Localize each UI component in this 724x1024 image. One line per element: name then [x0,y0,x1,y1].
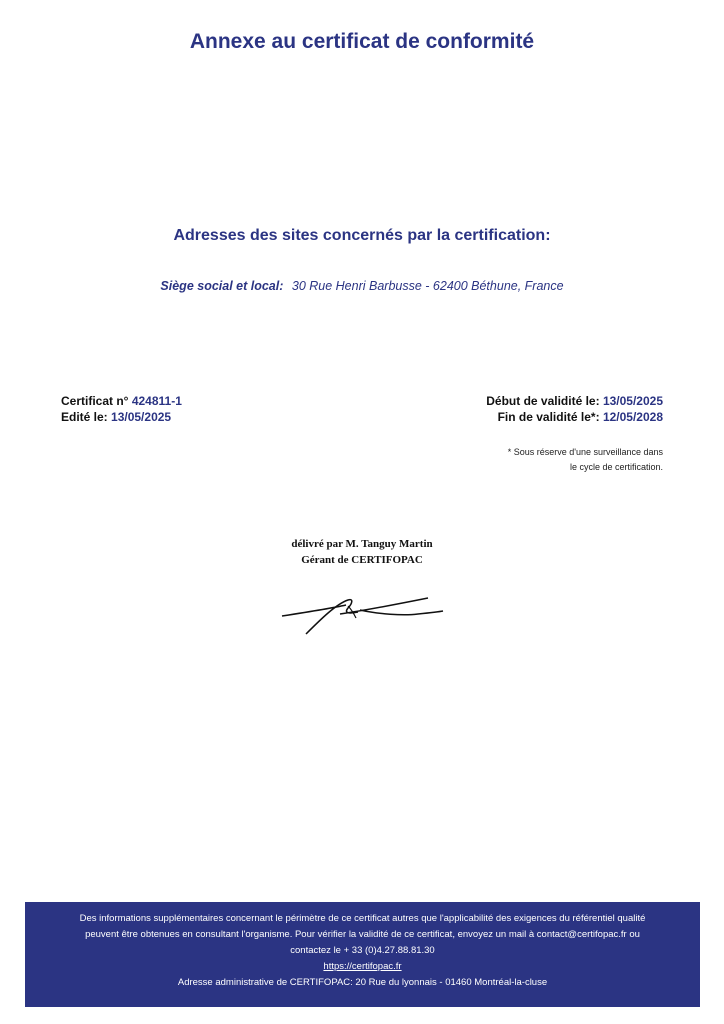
footer-info-box [25,902,700,1007]
issuer-name: délivré par M. Tanguy Martin [291,538,433,550]
validity-note-line-2: le cycle de certification. [569,462,663,472]
validity-end-date: 12/05/2028 [602,410,663,424]
certificate-number-label: Certificat n° [61,394,129,408]
certificate-number-row [61,393,182,409]
edited-date: 13/05/2025 [111,410,172,424]
certificate-info [61,393,182,425]
validity-start-row [486,393,663,409]
validity-start-label: Début de validité le: [486,394,600,408]
issuer-block [0,536,724,568]
validity-note [508,445,663,475]
footer-line-2: peuvent être obtenues en consultant l'organisme. Pour vérifier la validité de ce certificat, envoyez un mail à contact@certifopac.fr ou [85,929,640,940]
edited-date-label: Edité le: [61,410,108,424]
footer-line-1: Des informations supplémentaires concernant le périmètre de ce certificat autres que l'applicabilité des exigences du référentiel qualité [79,913,646,924]
footer-line-3: contactez le + 33 (0)4.27.88.81.30 [290,945,435,956]
website-link[interactable]: https://certifopac.fr [323,961,402,972]
section-title: Adresses des sites concernés par la certification: [173,227,551,244]
validity-info [486,393,663,425]
validity-note-line-1: * Sous réserve d'une surveillance dans [507,447,663,457]
validity-end-label: Fin de validité le*: [497,410,600,424]
edited-date-row [61,409,182,425]
validity-end-row [486,409,663,425]
site-address-value: 30 Rue Henri Barbusse - 62400 Béthune, France [291,279,564,293]
site-address [0,279,724,293]
certificate-number: 424811-1 [131,394,182,408]
footer-address: Adresse administrative de CERTIFOPAC: 20 Rue du lyonnais - 01460 Montréal-la-cluse [177,977,548,988]
validity-start-date: 13/05/2025 [602,394,663,408]
issuer-title: Gérant de CERTIFOPAC [301,554,423,566]
site-label: Siège social et local: [160,279,284,293]
signature-image [278,588,448,640]
page-title: Annexe au certificat de conformité [189,30,535,53]
